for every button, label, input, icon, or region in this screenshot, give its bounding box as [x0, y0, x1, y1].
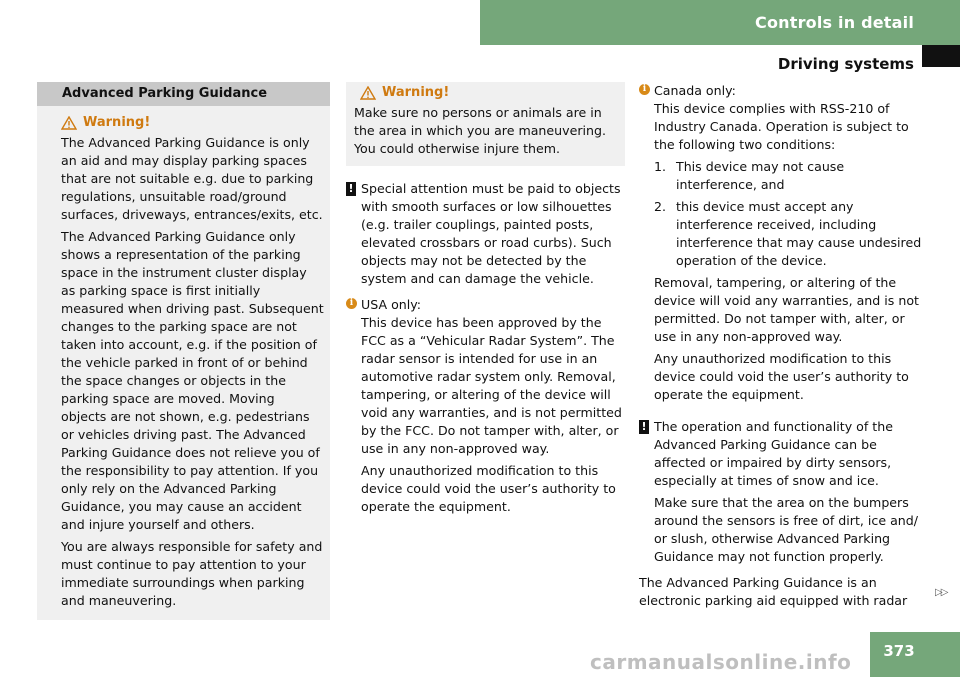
conditions-list — [654, 158, 922, 270]
warning-heading — [360, 84, 619, 102]
list-number: 2. — [654, 199, 667, 214]
info-icon: i — [639, 84, 650, 95]
info-heading: USA only: — [361, 297, 422, 312]
warning-box — [37, 106, 330, 620]
info-paragraph: This device complies with RSS-210 of Industry Canada. Operation is subject to the following two conditions: — [654, 101, 909, 152]
list-item — [654, 158, 922, 194]
info-paragraph: This device has been approved by the FCC as a “Vehicular Radar System”. The radar sensor is intended for use in an automotive radar system only. Removal, tampering, or altering of the device will void any warranties, and is not permitted by the FCC. Do not tamper with, alter, or use in any non-approved way. — [361, 315, 622, 456]
watermark: carmanualsonline.info — [590, 650, 852, 674]
warning-triangle-icon — [360, 86, 376, 100]
list-number: 1. — [654, 159, 667, 174]
chapter-title: Controls in detail — [755, 13, 914, 32]
info-note-canada — [639, 82, 922, 404]
caution-exclamation-icon: ! — [346, 182, 356, 196]
section-subtitle: Driving systems — [777, 55, 914, 73]
warning-heading — [61, 114, 324, 132]
warning-paragraph: The Advanced Parking Guidance is only an aid and may display parking spaces that are not suitable e.g. due to parking regulations, unsuitable road/ground surfaces, driveways, entrances/exits, etc. — [61, 135, 323, 222]
body-paragraph: The Advanced Parking Guidance is an electronic parking aid equipped with radar — [639, 575, 908, 608]
column-left — [37, 82, 330, 620]
warning-box — [346, 82, 625, 166]
caution-text: Special attention must be paid to objects with smooth surfaces or low silhouettes (e.g. trailer couplings, painted posts, elevated crossbars or road curbs). Such objects may not be detected by the system and can damage the vehicle. — [361, 181, 621, 286]
section-heading: Advanced Parking Guidance — [37, 82, 330, 106]
page-number-box — [870, 632, 960, 677]
info-paragraph: Removal, tampering, or altering of the device will void any warranties, and is not permitted. Do not tamper with, alter, or use in any non-approved way. — [654, 275, 919, 344]
continued-arrow-icon: ▷▷ — [935, 587, 947, 598]
info-note-usa — [346, 296, 625, 516]
caution-paragraph: The operation and functionality of the Advanced Parking Guidance can be affected or impaired by dirty sensors, especially at times of snow and ice. — [654, 419, 893, 488]
column-right — [639, 82, 922, 610]
caution-note — [639, 418, 922, 566]
info-paragraph: Any unauthorized modification to this device could void the user’s authority to operate the equipment. — [654, 351, 909, 402]
caution-exclamation-icon: ! — [639, 420, 649, 434]
column-middle — [346, 82, 625, 520]
info-heading: Canada only: — [654, 83, 736, 98]
list-item — [654, 198, 922, 270]
list-text: this device must accept any interference received, including interference that may cause undesired operation of the device. — [676, 199, 922, 268]
warning-label: Warning! — [382, 85, 450, 100]
caution-note — [346, 180, 625, 288]
warning-text: Make sure no persons or animals are in the area in which you are maneuvering. You could otherwise injure them. — [354, 105, 606, 156]
warning-paragraph: The Advanced Parking Guidance only shows a representation of the parking space in the instrument cluster display as parking space is first initially measured when driving past. Subsequent changes to the parking space are not taken into account, e.g. if the position of the vehicle parked in front of or behind the space changes or objects in the parking space are moved. Moving objects are not shown, e.g. pedestrians or vehicles driving past. The Advanced Parking Guidance does not relieve you of the responsibility to pay attention. If you only rely on the Advanced Parking Guidance, you may cause an accident and injure yourself and others. — [61, 229, 324, 532]
warning-label: Warning! — [83, 115, 151, 130]
list-text: This device may not cause interference, and — [676, 159, 845, 192]
info-paragraph: Any unauthorized modification to this device could void the user’s authority to operate the equipment. — [361, 463, 616, 514]
page-number: 373 — [883, 642, 915, 660]
warning-triangle-icon — [61, 116, 77, 130]
info-icon: i — [346, 298, 357, 309]
header-marker-block — [922, 45, 960, 67]
caution-paragraph: Make sure that the area on the bumpers around the sensors is free of dirt, ice and/ or slush, otherwise Advanced Parking Guidance may not function properly. — [654, 495, 919, 564]
warning-paragraph: You are always responsible for safety and must continue to pay attention to your immediate surroundings when parking and maneuvering. — [61, 539, 323, 608]
